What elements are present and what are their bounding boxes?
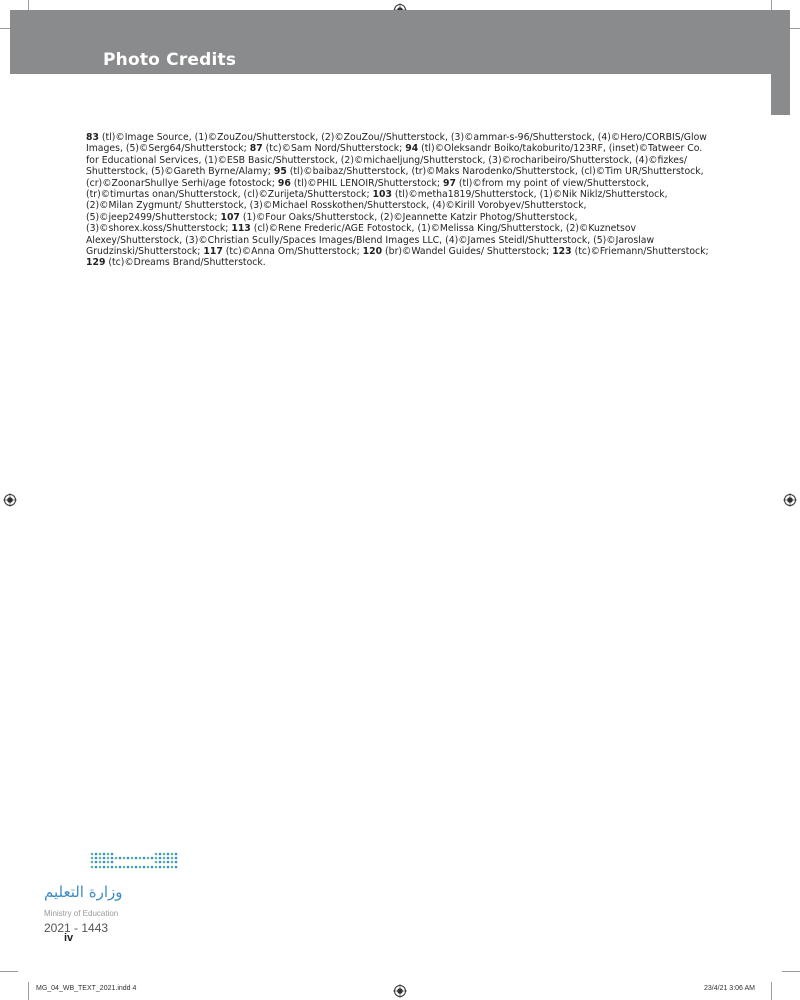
registration-mark-icon [393, 984, 407, 998]
logo-dot [147, 866, 150, 869]
credit-page-number: 129 [86, 257, 106, 269]
credit-text: (tl)©Image Source, (1)©ZouZou/Shutterstock, (2)©ZouZou//Shutterstock, (3)©ammar-s-96/Shutterstock, (4)©Hero/CORBIS/Glow Images, (5)©Serg64/Shutterstock; [86, 132, 707, 155]
logo-dot [151, 857, 154, 860]
registration-mark-icon [783, 493, 797, 507]
logo-dot [91, 853, 94, 856]
credit-text: (br)©Wandel Guides/ Shutterstock; [382, 246, 553, 258]
academic-year: 2021 - 1443 [44, 921, 109, 935]
logo-dot [171, 861, 174, 864]
logo-dot [119, 866, 122, 869]
credit-text: (cl)©Rene Frederic/AGE Fotostock, (1)©Melissa King/Shutterstock, (2)©Kuznetsov Alexey/Shutterstock, (3)©Christian Scully/Spaces Images/Blend Images LLC, (4)©James Steidl/Shutterstock, (5)©Jaroslaw Grudzinski/Shutterstock; [86, 223, 655, 258]
logo-dot [95, 866, 98, 869]
logo-dot [143, 866, 146, 869]
logo-dot [163, 866, 166, 869]
credit-text: (tl)©baibaz/Shutterstock, (tr)©Maks Narodenko/Shutterstock, (cl)©Tim UR/Shutterstock, (cr)©ZoonarShullye Serhi/age fotostock; [86, 166, 704, 189]
logo-dot [111, 861, 114, 864]
credit-text: (tc)©Dreams Brand/Shutterstock. [105, 257, 266, 269]
credit-text: (tl)©PHIL LENOIR/Shutterstock; [290, 177, 443, 189]
credit-page-number: 94 [405, 143, 419, 155]
header-side-tab [771, 10, 790, 115]
logo-dot [103, 861, 106, 864]
logo-dot [99, 866, 102, 869]
page-title: Photo Credits [103, 50, 237, 70]
credit-page-number: 120 [362, 246, 383, 258]
credit-page-number: 117 [203, 246, 223, 258]
logo-dot [171, 857, 174, 860]
crop-mark [28, 982, 29, 1000]
credit-page-number: 123 [552, 246, 572, 258]
logo-dot [135, 857, 138, 860]
logo-dot [155, 853, 158, 856]
logo-dot [159, 857, 162, 860]
credit-text: (tl)©Oleksandr Boiko/takoburito/123RF, (inset)©Tatweer Co. for Educational Services, (1)©ESB Basic/Shutterstock, (2)©michaeljung/Shutterstock, (3)©rocharibeiro/Shutterstock, (4)©fizkes/ Shutterstock, (5)©Gareth Byrne/Alamy; [86, 143, 703, 178]
logo-dot [163, 861, 166, 864]
logo-dot [155, 866, 158, 869]
logo-dot [103, 857, 106, 860]
logo-dot [103, 853, 106, 856]
print-slug-date: 23/4/21 3:06 AM [704, 985, 755, 992]
credit-page-number: 96 [277, 177, 291, 189]
credit-page-number: 95 [273, 166, 287, 178]
credit-page-number: 87 [249, 143, 263, 155]
logo-dot [99, 861, 102, 864]
crop-mark [782, 971, 800, 972]
logo-dot [175, 866, 178, 869]
photo-credits-text [86, 132, 710, 269]
crop-mark [771, 982, 772, 1000]
logo-dot [91, 861, 94, 864]
logo-dot [175, 861, 178, 864]
ministry-dots-icon [88, 848, 180, 876]
logo-dot [131, 866, 134, 869]
logo-dot [127, 857, 130, 860]
logo-dot [107, 857, 110, 860]
credit-page-number: 97 [443, 177, 456, 189]
logo-dot [123, 866, 126, 869]
logo-dot [107, 861, 110, 864]
logo-dot [95, 861, 98, 864]
logo-dot [111, 857, 114, 860]
ministry-name-english: Ministry of Education [44, 909, 119, 918]
logo-dot [99, 857, 102, 860]
logo-dot [91, 866, 94, 869]
logo-dot [111, 853, 114, 856]
logo-dot [155, 857, 158, 860]
logo-dot [155, 861, 158, 864]
ministry-name-arabic: وزارة التعليم [44, 883, 123, 901]
logo-dot [167, 853, 170, 856]
logo-dot [175, 853, 178, 856]
logo-dot [171, 853, 174, 856]
credit-page-number: 113 [231, 223, 251, 235]
logo-dot [111, 866, 114, 869]
logo-dot [175, 857, 178, 860]
credit-text: (1)©Four Oaks/Shutterstock, (2)©Jeannette Katzir Photog/Shutterstock, (3)©shorex.koss/Shutterstock; [86, 211, 578, 235]
logo-dot [95, 853, 98, 856]
credit-page-number: 107 [220, 211, 240, 223]
credit-text: (tc)©Anna Om/Shutterstock; [222, 246, 363, 258]
logo-dot [95, 857, 98, 860]
logo-dot [131, 857, 134, 860]
logo-dot [151, 866, 154, 869]
credit-text: (tl)©metha1819/Shutterstock, (1)©Nik Niklz/Shutterstock, (2)©Milan Zygmunt/ Shutterstock, (3)©Michael Rosskothen/Shutterstock, (4)©Kirill Vorobyev/Shutterstock, (5)©jeep2499/Shutterstock; [86, 189, 668, 223]
logo-dot [139, 857, 142, 860]
credit-page-number: 83 [86, 132, 99, 143]
logo-dot [143, 857, 146, 860]
registration-mark-icon [3, 493, 17, 507]
logo-dot [115, 857, 118, 860]
logo-dot [115, 866, 118, 869]
logo-dot [159, 866, 162, 869]
logo-dot [167, 861, 170, 864]
logo-dot [99, 853, 102, 856]
credit-page-number: 103 [372, 189, 392, 201]
logo-dot [103, 866, 106, 869]
logo-dot [123, 857, 126, 860]
logo-dot [163, 853, 166, 856]
logo-dot [107, 853, 110, 856]
credit-text: (tl)©from my point of view/Shutterstock, (tr)©timurtas onan/Shutterstock, (cl)©Zurijeta/Shutterstock; [86, 177, 650, 201]
logo-dot [163, 857, 166, 860]
logo-dot [107, 866, 110, 869]
logo-dot [127, 866, 130, 869]
crop-mark [0, 971, 18, 972]
logo-dot [91, 857, 94, 860]
logo-dot [167, 866, 170, 869]
logo-dot [147, 857, 150, 860]
credit-text: (tc)©Sam Nord/Shutterstock; [262, 143, 406, 155]
credit-text: (tc)©Friemann/Shutterstock; [571, 246, 709, 258]
logo-dot [119, 857, 122, 860]
logo-dot [139, 866, 142, 869]
logo-dot [171, 866, 174, 869]
logo-dot [159, 853, 162, 856]
logo-dot [159, 861, 162, 864]
logo-dot [167, 857, 170, 860]
logo-dot [135, 866, 138, 869]
print-slug-file: MG_04_WB_TEXT_2021.indd 4 [36, 985, 137, 992]
page-number: iv [64, 932, 74, 944]
